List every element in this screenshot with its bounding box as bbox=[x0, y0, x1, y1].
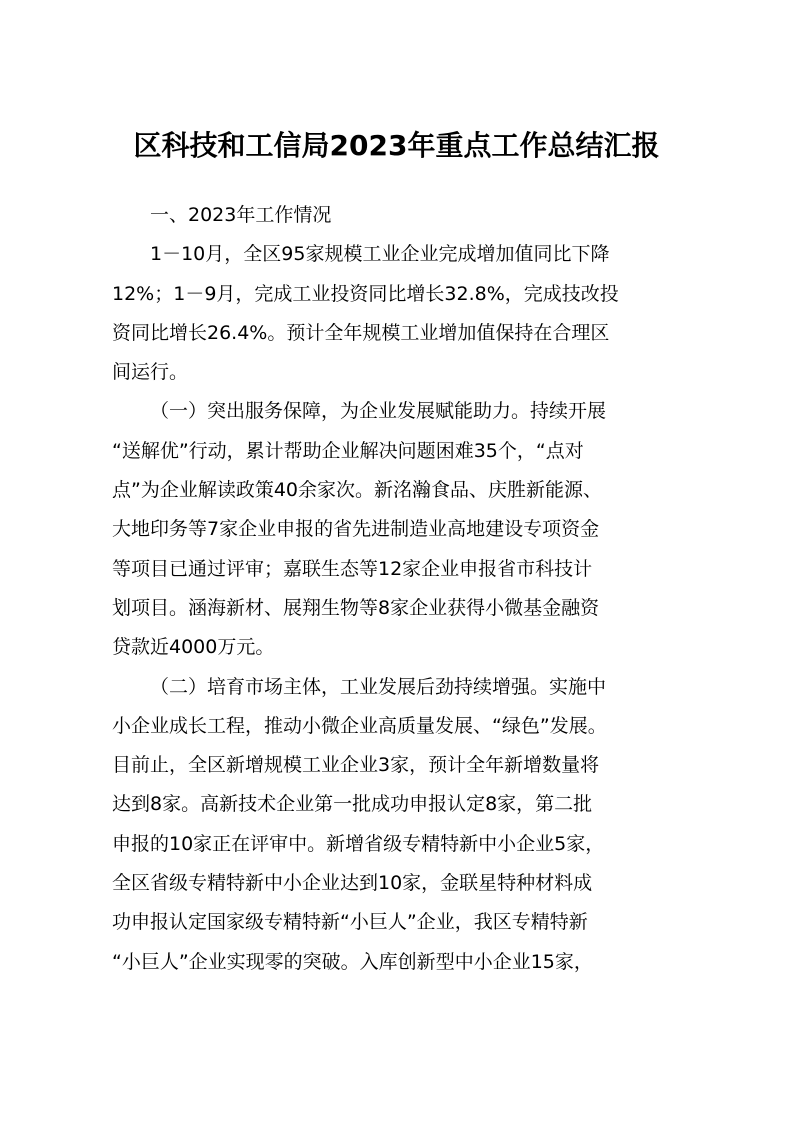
paragraph-line: 等项目已通过评审；嘉联生态等12家企业申报省市科技计 bbox=[112, 557, 593, 580]
paragraph-line: 小企业成长工程，推动小微企业高质量发展、“绿色”发展。 bbox=[112, 714, 607, 737]
paragraph-line: 功申报认定国家级专精特新“小巨人”企业，我区专精特新 bbox=[112, 911, 588, 934]
paragraph-line: 1－10月，全区95家规模工业企业完成增加值同比下降 bbox=[150, 243, 610, 266]
paragraph-1 bbox=[112, 235, 684, 392]
paragraph-line: 资同比增长26.4%。预计全年规模工业增加值保持在合理区 bbox=[112, 321, 610, 344]
paragraph-line: 点”为企业解读政策40余家次。新洺瀚食品、庆胜新能源、 bbox=[112, 479, 603, 502]
paragraph-3 bbox=[112, 668, 684, 982]
paragraph-line: “送解优”行动，累计帮助企业解决问题困难35个，“点对 bbox=[112, 439, 584, 462]
paragraph-line: 申报的10家正在评审中。新增省级专精特新中小企业5家， bbox=[112, 832, 605, 855]
paragraph-line: 大地印务等7家企业申报的省先进制造业高地建设专项资金 bbox=[112, 518, 600, 541]
paragraph-line: （二）培育市场主体，工业发展后劲持续增强。实施中 bbox=[150, 675, 607, 698]
paragraph-line: 目前止，全区新增规模工业企业3家，预计全年新增数量将 bbox=[112, 754, 600, 777]
section-heading: 一、2023年工作情况 bbox=[150, 204, 332, 226]
document-title: 区科技和工信局2023年重点工作总结汇报 bbox=[133, 129, 660, 162]
paragraph-line: “小巨人”企业实现零的突破。入库创新型中小企业15家， bbox=[112, 950, 593, 973]
paragraph-2 bbox=[112, 392, 684, 667]
paragraph-line: 12%；1－9月，完成工业投资同比增长32.8%，完成技改投 bbox=[112, 282, 619, 305]
paragraph-line: 全区省级专精特新中小企业达到10家，金联星特种材料成 bbox=[112, 872, 593, 895]
document-body bbox=[112, 196, 684, 982]
paragraph-line: 达到8家。高新技术企业第一批成功申报认定8家，第二批 bbox=[112, 793, 593, 816]
paragraph-line: 划项目。涵海新材、展翔生物等8家企业获得小微基金融资 bbox=[112, 596, 600, 619]
paragraph-line: 贷款近4000万元。 bbox=[112, 636, 275, 659]
paragraph-line: （一）突出服务保障，为企业发展赋能助力。持续开展 bbox=[150, 400, 607, 423]
paragraph-line: 间运行。 bbox=[112, 361, 189, 384]
